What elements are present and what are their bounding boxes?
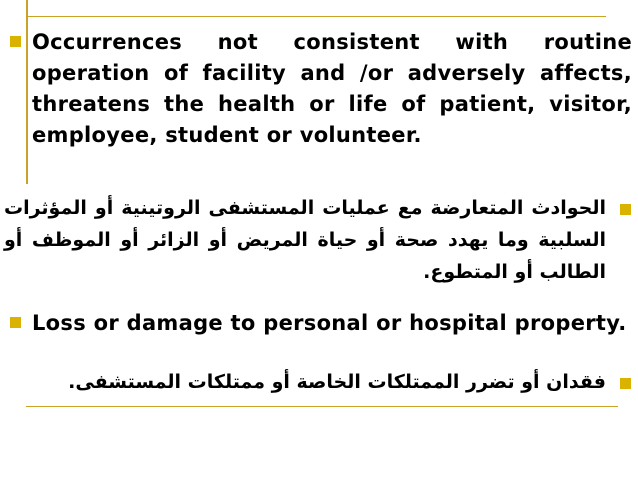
- bullet-text-occurrences-arabic: الحوادث المتعارضة مع عمليات المستشفى الروتينية أو المؤثرات السلبية وما يهدد صحة أو حياة المريض أو الزائر أو الموظف أو الطالب أو المتطوع.: [4, 197, 606, 283]
- left-accent-line: [26, 0, 28, 184]
- bullet-text-property-loss-arabic: فقدان أو تضرر الممتلكات الخاصة أو ممتلكات المستشفى.: [68, 371, 606, 393]
- square-bullet-icon: [10, 317, 21, 328]
- top-divider: [26, 16, 606, 17]
- bottom-divider: [26, 406, 618, 407]
- square-bullet-icon: [10, 36, 21, 47]
- bullet-text-occurrences: Occurrences not consistent with routine operation of facility and /or adversely affects, threatens the health or life of patient, visitor, employee, student or volunteer.: [32, 30, 632, 147]
- square-bullet-icon: [620, 204, 631, 215]
- bullet-text-property-loss: Loss or damage to personal or hospital property.: [32, 311, 627, 335]
- square-bullet-icon: [620, 378, 631, 389]
